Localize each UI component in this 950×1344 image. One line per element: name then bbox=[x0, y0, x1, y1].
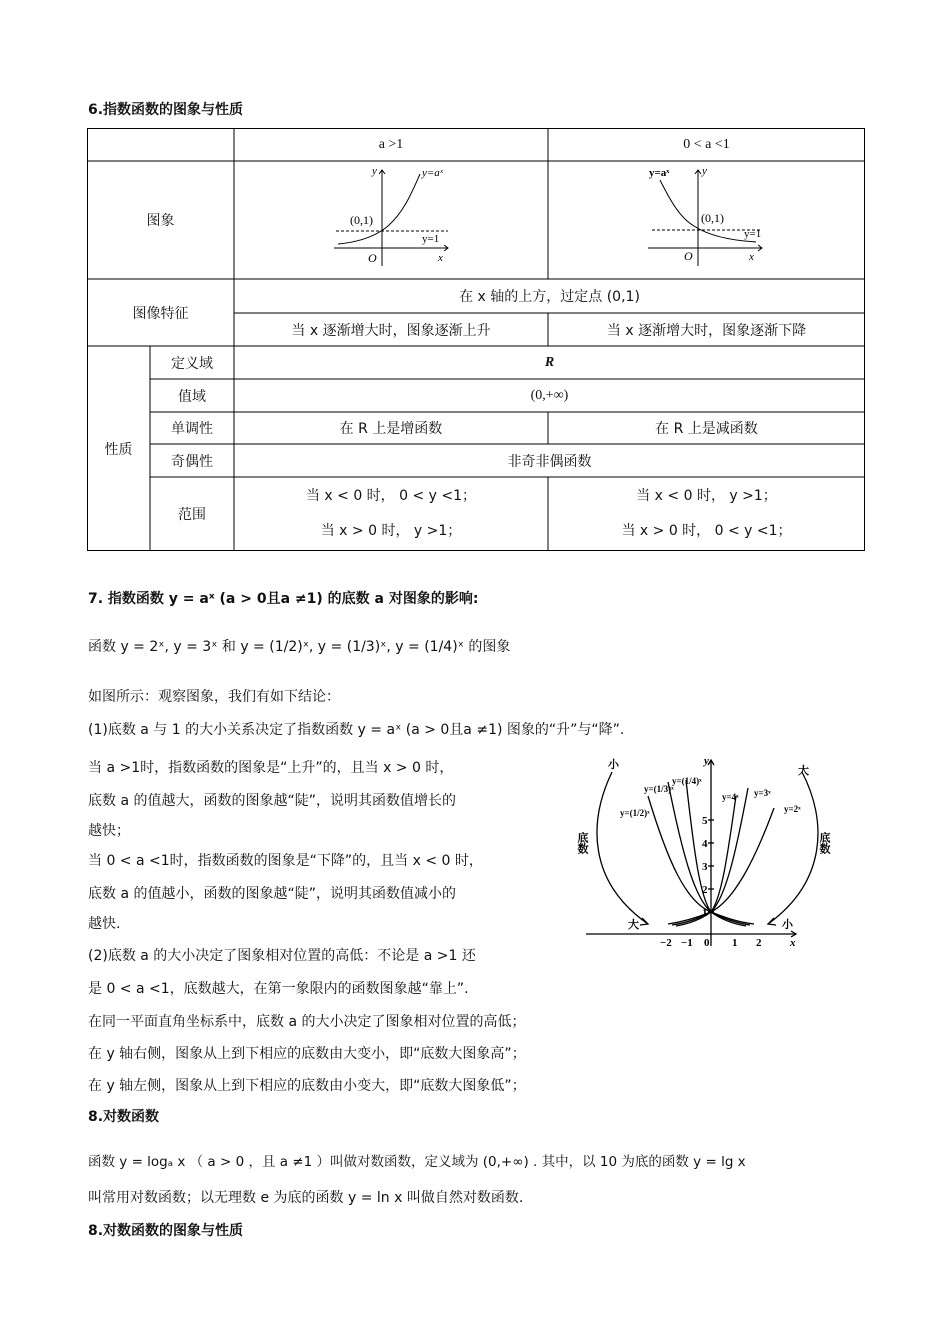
left-origin-label: O bbox=[368, 251, 377, 265]
scope-left-1: 当 x < 0 时， 0 < y <1； bbox=[305, 488, 477, 504]
scope-right-2: 当 x > 0 时， 0 < y <1； bbox=[621, 523, 792, 539]
para-2b: 底数 a 的值越大，函数的图象越“陡”，说明其函数值增长的 bbox=[88, 793, 456, 809]
right-curve-label: y=aˣ bbox=[649, 167, 670, 179]
right-point-label: (0,1) bbox=[701, 211, 724, 225]
fig-xtick-0: 0 bbox=[704, 937, 710, 949]
observe-line: 如图所示：观察图象，我们有如下结论： bbox=[88, 689, 340, 705]
para-7: 在 y 轴左侧，图象从上到下相应的底数由小变大，即“底数大图象低”； bbox=[88, 1078, 526, 1094]
scope-label: 范围 bbox=[178, 507, 206, 523]
mono-label: 单调性 bbox=[171, 421, 213, 437]
para-4b: 是 0 < a <1，底数越大，在第一象限内的函数图象越“靠上”. bbox=[88, 981, 469, 997]
mono-increasing: 在 R 上是增函数 bbox=[339, 421, 443, 437]
header-a-lt-1: 0 < a <1 bbox=[683, 136, 730, 152]
curve-three bbox=[672, 788, 748, 925]
fig-xtick-m2: −2 bbox=[660, 937, 672, 949]
parity-label: 奇偶性 bbox=[171, 453, 213, 470]
label-third: y=(1/3)ˣ bbox=[644, 784, 674, 794]
fig-dishu-right: 底数 bbox=[818, 832, 830, 854]
label-two: y=2ˣ bbox=[784, 804, 801, 814]
parity-value: 非奇非偶函数 bbox=[507, 453, 592, 470]
right-line-label: y=1 bbox=[744, 228, 762, 240]
fig-ytick-4: 4 bbox=[702, 838, 708, 850]
range-value: (0,+∞) bbox=[530, 387, 569, 403]
log-common-natural: 叫常用对数函数；以无理数 e 为底的函数 y = ln x 叫做自然对数函数. bbox=[88, 1190, 524, 1206]
fig-big-bottom: 大 bbox=[628, 919, 639, 931]
para-3c: 越快. bbox=[88, 916, 121, 932]
row-label-props: 性质 bbox=[104, 441, 133, 458]
feature-increasing: 当 x 逐渐增大时，图象逐渐上升 bbox=[291, 322, 491, 339]
fig-big-top: 大 bbox=[798, 765, 809, 777]
para-2c: 越快； bbox=[88, 823, 130, 839]
right-big-arc bbox=[768, 772, 818, 924]
para-1: (1)底数 a 与 1 的大小关系决定了指数函数 y = aˣ (a > 0且a ≠1) 图象的“升”与“降”. bbox=[88, 722, 625, 738]
scope-left-2: 当 x > 0 时， y >1； bbox=[320, 523, 462, 539]
right-origin-label: O bbox=[684, 249, 693, 263]
feature-decreasing: 当 x 逐渐增大时，图象逐渐下降 bbox=[606, 322, 807, 339]
graph-decreasing-exponential bbox=[644, 162, 774, 270]
fig-xtick-1: 1 bbox=[732, 937, 738, 949]
left-point-label: (0,1) bbox=[350, 213, 373, 227]
para-4a: (2)底数 a 的大小决定了图象相对位置的高低：不论是 a >1 还 bbox=[88, 948, 476, 964]
fig-small-bottom: 小 bbox=[782, 919, 793, 931]
label-four: y=4ˣ bbox=[722, 792, 739, 802]
domain-label: 定义域 bbox=[171, 355, 213, 372]
left-y-axis-label: y bbox=[372, 165, 377, 177]
section7-heading: 7. 指数函数 y = aˣ (a > 0且a ≠1) 的底数 a 对图象的影响: bbox=[88, 591, 479, 607]
exponential-family-figure bbox=[578, 752, 840, 948]
right-x-axis-label: x bbox=[749, 251, 754, 263]
left-curve-label: y=aˣ bbox=[422, 167, 443, 179]
range-label: 值域 bbox=[178, 388, 206, 405]
curve-third bbox=[668, 782, 750, 925]
fig-ytick-3: 3 bbox=[702, 861, 708, 873]
fig-xtick-m1: −1 bbox=[681, 937, 693, 949]
log-definition: 函数 y = logₐ x （ a > 0 ，且 a ≠1 ）叫做对数函数，定义域为 (0,+∞) . 其中，以 10 为底的函数 y = lg x bbox=[88, 1154, 746, 1170]
mono-decreasing: 在 R 上是减函数 bbox=[655, 421, 758, 437]
graph-increasing-exponential bbox=[330, 162, 460, 270]
left-big-arc bbox=[597, 772, 648, 924]
header-a-gt-1: a >1 bbox=[378, 136, 404, 152]
curve-two bbox=[668, 808, 774, 924]
fig-small-top: 小 bbox=[608, 759, 619, 771]
feature-common: 在 x 轴的上方，过定点 (0,1) bbox=[459, 289, 640, 305]
label-half: y=(1/2)ˣ bbox=[620, 808, 650, 818]
para-3a: 当 0 < a <1时，指数函数的图象是“下降”的，且当 x < 0 时， bbox=[88, 853, 483, 869]
left-exp-curve bbox=[338, 174, 420, 244]
section8-heading: 8.对数函数 bbox=[88, 1109, 160, 1125]
scope-right-1: 当 x < 0 时， y >1； bbox=[636, 488, 777, 504]
label-three: y=3ˣ bbox=[754, 788, 771, 798]
para-3b: 底数 a 的值越小，函数的图象越“陡”，说明其函数值减小的 bbox=[88, 886, 456, 902]
para-6: 在 y 轴右侧，图象从上到下相应的底数由大变小，即“底数大图象高”； bbox=[88, 1046, 526, 1062]
functions-line: 函数 y = 2ˣ, y = 3ˣ 和 y = (1/2)ˣ, y = (1/3)ˣ, y = (1/4)ˣ 的图象 bbox=[88, 639, 511, 655]
fig-x-label: x bbox=[790, 937, 796, 949]
fig-ytick-5: 5 bbox=[702, 815, 708, 827]
fig-ytick-1: 1 bbox=[702, 907, 708, 919]
left-x-axis-label: x bbox=[438, 252, 443, 264]
row-label-graph: 图象 bbox=[146, 213, 175, 229]
fig-dishu-left: 底数 bbox=[576, 832, 588, 854]
section8-heading-2: 8.对数函数的图象与性质 bbox=[88, 1223, 244, 1239]
fig-y-label: y bbox=[704, 755, 709, 767]
row-label-feature: 图像特征 bbox=[132, 305, 189, 322]
left-line-label: y=1 bbox=[422, 233, 440, 245]
curve-half bbox=[648, 796, 754, 924]
para-2a: 当 a >1时，指数函数的图象是“上升”的，且当 x > 0 时， bbox=[88, 760, 454, 776]
domain-value: R bbox=[544, 354, 555, 370]
section6-heading: 6.指数函数的图象与性质 bbox=[88, 102, 244, 118]
fig-xtick-2: 2 bbox=[756, 937, 762, 949]
label-quarter: y=(1/4)ˣ bbox=[672, 776, 702, 786]
para-5: 在同一平面直角坐标系中，底数 a 的大小决定了图象相对位置的高低； bbox=[88, 1014, 526, 1030]
right-y-axis-label: y bbox=[702, 165, 707, 177]
fig-ytick-2: 2 bbox=[702, 884, 708, 896]
